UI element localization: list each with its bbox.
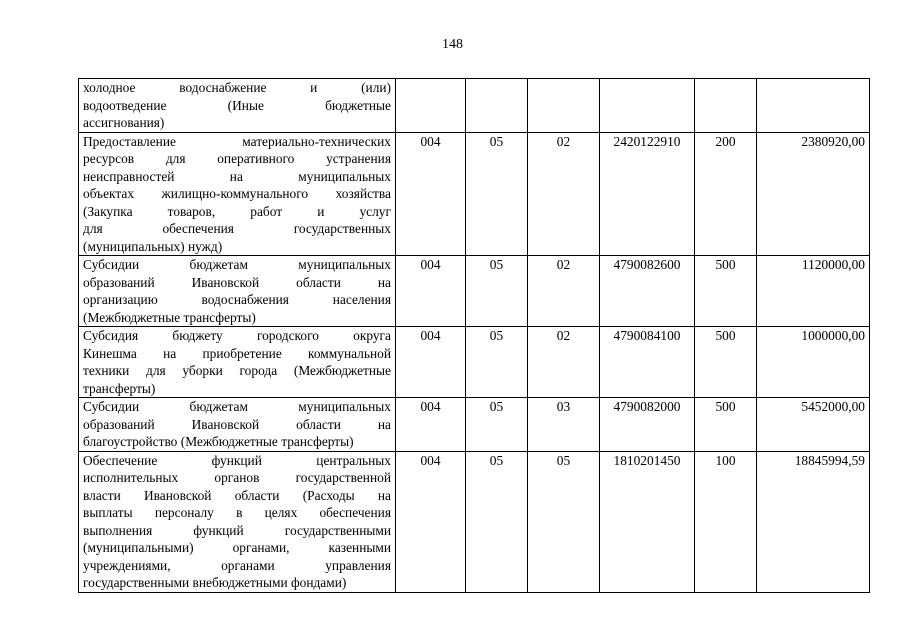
- section-code-cell: 05: [466, 327, 528, 398]
- description-line: Субсидии бюджетам муниципальных: [83, 399, 391, 414]
- description-line: для обеспечения государственных: [83, 221, 391, 236]
- description-cell: [79, 79, 396, 133]
- table-row: [79, 79, 870, 133]
- budget-table: [78, 78, 870, 593]
- amount-cell: [757, 79, 870, 133]
- target-article-cell: 4790084100: [600, 327, 695, 398]
- subsection-code-cell: 02: [528, 132, 600, 256]
- description-line: (муниципальными) органами, казенными: [83, 540, 391, 555]
- description-line: образований Ивановской области на: [83, 274, 391, 290]
- description-line: исполнительных органов государственной: [83, 470, 391, 485]
- subsection-code-cell: [528, 79, 600, 133]
- table-row: [79, 132, 870, 256]
- target-article-cell: 4790082000: [600, 398, 695, 452]
- description-line: Предоставление материально-технических: [83, 133, 391, 149]
- description-cell: [79, 256, 396, 327]
- description-line: неисправностей на муниципальных: [83, 168, 391, 184]
- description-line: трансферты): [83, 380, 156, 396]
- ministry-code-cell: 004: [396, 132, 466, 256]
- description-line: образований Ивановской области на: [83, 416, 391, 432]
- subsection-code-cell: 03: [528, 398, 600, 452]
- description-cell: [79, 132, 396, 256]
- section-code-cell: [466, 79, 528, 133]
- table-row: [79, 256, 870, 327]
- target-article-cell: 2420122910: [600, 132, 695, 256]
- description-line: Обеспечение функций центральных: [83, 452, 391, 468]
- description-line: выплаты персоналу в целях обеспечения: [83, 505, 391, 520]
- description-line: ресурсов для оперативного устранения: [83, 151, 391, 166]
- description-cell: [79, 327, 396, 398]
- page-number: 148: [442, 37, 463, 52]
- description-line: Субсидии бюджетам муниципальных: [83, 257, 391, 272]
- ministry-code-cell: 004: [396, 256, 466, 327]
- target-article-cell: 4790082600: [600, 256, 695, 327]
- description-line: (муниципальных) нужд): [83, 238, 223, 254]
- expense-type-cell: 500: [695, 327, 757, 398]
- table-row: [79, 451, 870, 592]
- subsection-code-cell: 05: [528, 451, 600, 592]
- description-cell: [79, 451, 396, 592]
- description-line: техники для уборки города (Межбюджетные: [83, 363, 391, 378]
- expense-type-cell: 500: [695, 398, 757, 452]
- expense-type-cell: 200: [695, 132, 757, 256]
- subsection-code-cell: 02: [528, 327, 600, 398]
- expense-type-cell: 500: [695, 256, 757, 327]
- amount-cell: 5452000,00: [757, 398, 870, 452]
- amount-cell: 1000000,00: [757, 327, 870, 398]
- expense-type-cell: 100: [695, 451, 757, 592]
- description-line: Кинешма на приобретение коммунальной: [83, 345, 391, 361]
- description-line: холодное водоснабжение и (или): [83, 80, 391, 95]
- amount-cell: 2380920,00: [757, 132, 870, 256]
- section-code-cell: 05: [466, 398, 528, 452]
- description-line: (Межбюджетные трансферты): [83, 309, 256, 325]
- description-cell: [79, 398, 396, 452]
- expense-type-cell: [695, 79, 757, 133]
- description-line: благоустройство (Межбюджетные трансферты): [83, 434, 354, 449]
- table-row: [79, 398, 870, 452]
- ministry-code-cell: 004: [396, 327, 466, 398]
- ministry-code-cell: 004: [396, 398, 466, 452]
- amount-cell: 18845994,59: [757, 451, 870, 592]
- table-row: [79, 327, 870, 398]
- description-line: объектах жилищно-коммунального хозяйства: [83, 186, 391, 201]
- section-code-cell: 05: [466, 132, 528, 256]
- description-line: выполнения функций государственными: [83, 522, 391, 538]
- description-line: организацию водоснабжения населения: [83, 292, 391, 307]
- target-article-cell: [600, 79, 695, 133]
- description-line: ассигнования): [83, 115, 165, 130]
- description-line: водоотведение (Иные бюджетные: [83, 97, 391, 113]
- section-code-cell: 05: [466, 256, 528, 327]
- description-line: власти Ивановской области (Расходы на: [83, 487, 391, 503]
- amount-cell: 1120000,00: [757, 256, 870, 327]
- description-line: государственными внебюджетными фондами): [83, 575, 347, 590]
- target-article-cell: 1810201450: [600, 451, 695, 592]
- description-line: (Закупка товаров, работ и услуг: [83, 203, 391, 219]
- subsection-code-cell: 02: [528, 256, 600, 327]
- section-code-cell: 05: [466, 451, 528, 592]
- ministry-code-cell: 004: [396, 451, 466, 592]
- description-line: Субсидия бюджету городского округа: [83, 328, 391, 343]
- description-line: учреждениями, органами управления: [83, 557, 391, 573]
- ministry-code-cell: [396, 79, 466, 133]
